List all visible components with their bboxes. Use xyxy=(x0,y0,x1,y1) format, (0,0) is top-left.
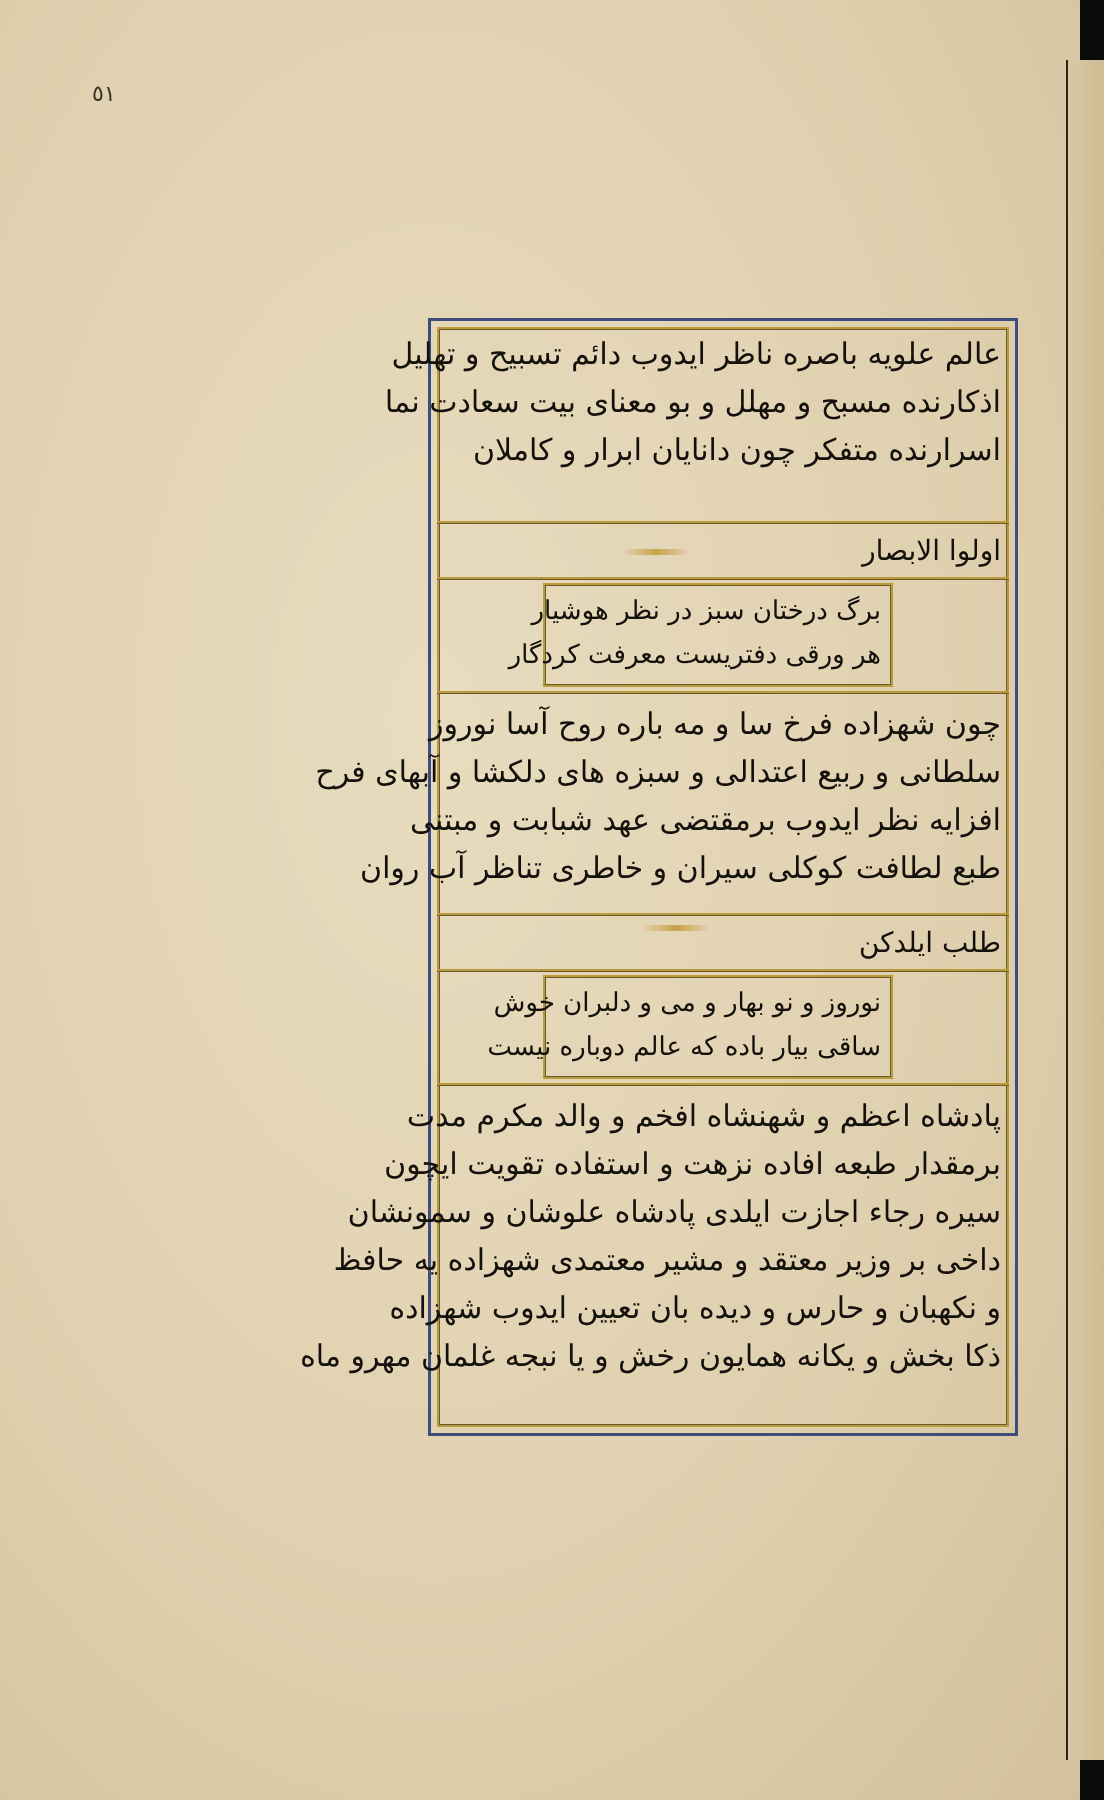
text-line: پادشاه اعظم و شهنشاه افخم و والد مکرم مدت xyxy=(406,1099,1001,1134)
gold-rule xyxy=(437,913,1009,915)
verse-box-1 xyxy=(508,583,893,687)
adjacent-page-edge xyxy=(1066,60,1104,1760)
gold-flourish xyxy=(641,925,711,931)
section-title-1: اولوا الابصار xyxy=(862,534,1001,567)
text-line: اذکارنده مسبح و مهلل و بو معنای بیت سعادت نما xyxy=(384,385,1001,420)
verse-line: هر ورقی دفتریست معرفت کردگار xyxy=(508,640,881,670)
text-line: چون شهزاده فرخ سا و مه باره روح آسا نوروز xyxy=(429,707,1001,742)
gold-flourish xyxy=(621,549,691,555)
text-block-3 xyxy=(300,1093,1001,1381)
verse-box-2 xyxy=(487,975,893,1079)
folio-number: ٥١ xyxy=(92,82,116,107)
verse-line: برگ درختان سبز در نظر هوشیار xyxy=(531,596,881,626)
verse-line: نوروز و نو بهار و می و دلبران خوش xyxy=(493,988,881,1018)
gold-rule xyxy=(437,1083,1009,1085)
text-line: و نکهبان و حارس و دیده بان تعیین ایدوب شهزاده xyxy=(389,1291,1001,1326)
text-line: داخی بر وزیر معتقد و مشیر معتمدی شهزاده یه حافظ xyxy=(333,1243,1001,1278)
text-line: سیره رجاء اجازت ایلدی پادشاه علوشان و سمونشان xyxy=(347,1195,1001,1230)
gold-rule xyxy=(437,969,1009,971)
text-block-1 xyxy=(384,331,1001,475)
text-frame xyxy=(300,318,1018,1436)
verse-line: ساقی بیار باده که عالم دوباره نیست xyxy=(487,1032,881,1062)
gold-rule xyxy=(437,691,1009,693)
text-block-2 xyxy=(315,701,1001,893)
gold-rule xyxy=(437,577,1009,579)
text-line: سلطانی و ربیع اعتدالی و سبزه های دلکشا و آبهای فرح xyxy=(315,755,1001,790)
text-line: عالم علویه باصره ناظر ایدوب دائم تسبیح و تهلیل xyxy=(391,337,1001,372)
gold-rule xyxy=(437,521,1009,523)
text-line: برمقدار طبعه افاده نزهت و استفاده تقویت ایچون xyxy=(384,1147,1001,1182)
text-line: اسرارنده متفکر چون دانایان ابرار و کاملان xyxy=(472,433,1001,468)
section-title-2: طلب ایلدکن xyxy=(858,926,1001,959)
text-line: ذکا بخش و یکانه همایون رخش و یا نبجه غلمان مهرو ماه xyxy=(300,1339,1001,1374)
text-line: افزایه نظر ایدوب برمقتضی عهد شبابت و مبتنی xyxy=(410,803,1001,838)
text-line: طبع لطافت کوکلی سیران و خاطری تناظر آب روان xyxy=(360,851,1001,886)
